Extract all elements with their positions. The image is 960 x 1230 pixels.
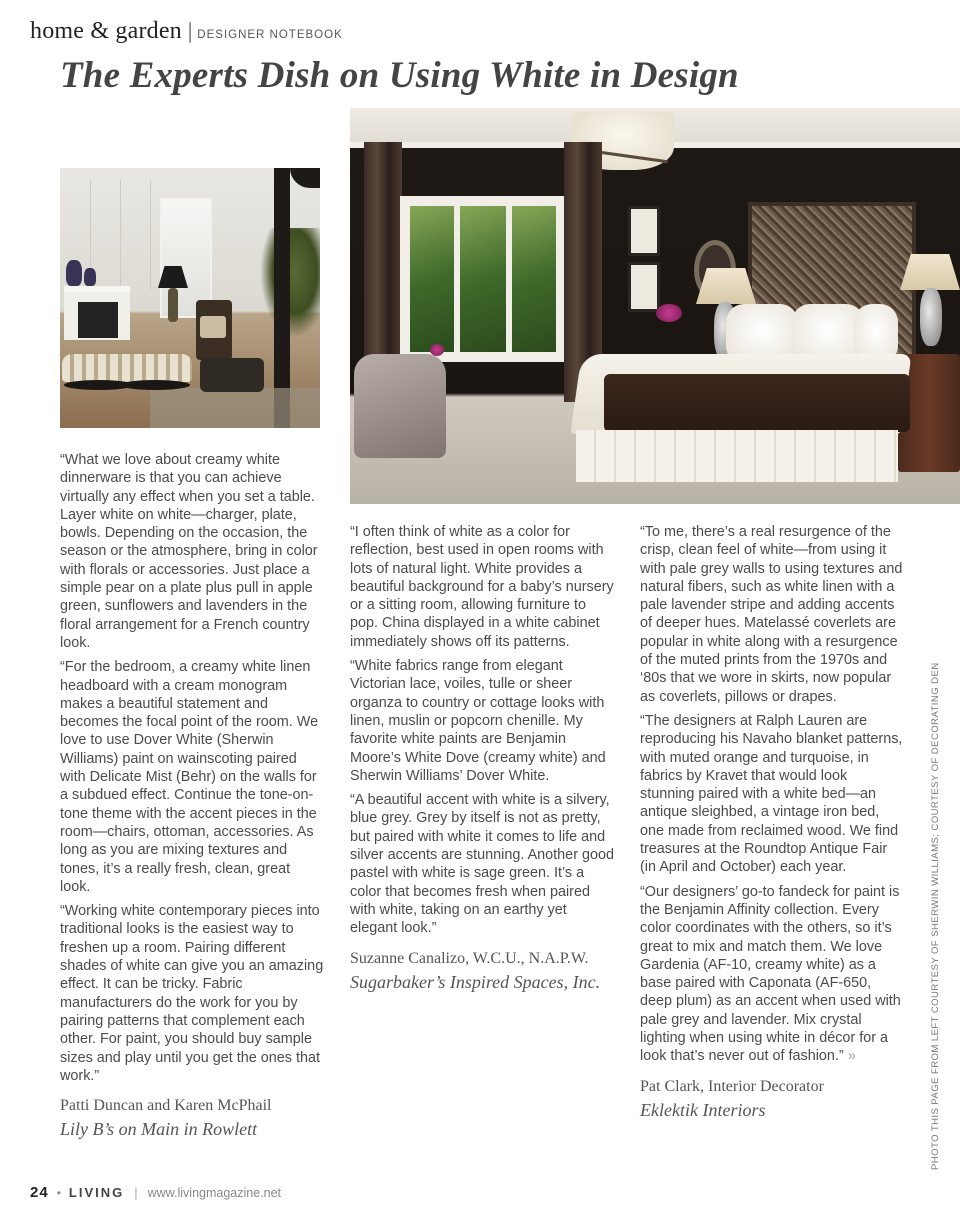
photo-credit: PHOTO THIS PAGE FROM LEFT COURTESY OF SHERWIN WILLIAMS; COURTESY OF DECORATING DEN [930, 662, 941, 1170]
quote-text: “Our designers’ go-to fandeck for paint is the Benjamin Affinity collection. Every color coordinates with the others, so it’s great to mix and match them. We love Gardenia (AF-10, creamy white) as a base paired with Caponata (AF-650, deep plum) as an accent when used with pale grey and lavender. Mix crystal lighting when using white in décor for a look that’s never out of fashion.” [640, 883, 901, 1065]
contributor-business: Eklektik Interiors [640, 1099, 766, 1120]
header-separator: | [187, 18, 193, 43]
page-number: 24 [30, 1184, 49, 1201]
quote-paragraph: “To me, there’s a real resurgence of the crisp, clean feel of white—from using it with pale grey walls to using textures and natural fibers, such as white linen with a pale lavender stripe and adding accents of deeper hues. Matelassé coverlets are popular in white along with a resurgence of the muted prints from the 1970s and ‘80s that we wore in skirts, now popular as coverlets, pillows or drapes. [640, 524, 903, 705]
bullet-icon: • [56, 1186, 61, 1200]
quote-paragraph: “Working white contemporary pieces into traditional looks is the easiest way to freshen up a room. Pairing different shades of white can give you an amazing effect. It can be tricky. Fabric manufacturers do the work for you by pairing patterns that complement each other. For paint, you should buy sample sizes and play until you get the ones that work.” [60, 903, 324, 1084]
contributor-name: Suzanne Canalizo, W.C.U., N.A.P.W. [350, 949, 589, 967]
article-column-2 [350, 523, 614, 994]
article-column-3 [640, 523, 904, 1122]
quote-paragraph: “What we love about creamy white dinnerware is that you can achieve virtually any effect when you set a table. Layer white on white—charger, plate, bowls. Depending on the occasion, the season or the atmosphere, bring in color with florals or accessories. Just place a simple pear on a plate plus pull in apple green, sunflowers and lavenders in the floral arrangement for a French country look. [60, 452, 318, 651]
contributor-name: Pat Clark, Interior Decorator [640, 1077, 824, 1095]
quote-paragraph [640, 883, 904, 1066]
contributor-name: Patti Duncan and Karen McPhail [60, 1097, 272, 1115]
section-header [30, 18, 343, 50]
section-name: home & garden [30, 18, 182, 44]
footer-separator: | [134, 1185, 138, 1200]
quote-paragraph: “I often think of white as a color for reflection, best used in open rooms with lots of natural light. White provides a beautiful background for a baby’s nursery or a sitting room, allowing furniture to pop. China displayed in a white cabinet immediately shows off its patterns. [350, 524, 614, 650]
website-link[interactable]: www.livingmagazine.net [147, 1186, 282, 1200]
page-footer [30, 1184, 281, 1201]
quote-paragraph: “For the bedroom, a creamy white linen headboard with a cream monogram makes a beautiful statement and becomes the focal point of the room. We love to use Dover White (Sherwin Williams) paint on wainscoting paired with Delicate Mist (Behr) on the walls for a subdued effect. Continue the tone-on-tone theme with the accent pieces in the room—chairs, ottoman, accessories. As long as you are mixing textures and tones, it’s a really fresh, clean, great look. [60, 659, 319, 895]
quote-paragraph: “White fabrics range from elegant Victorian lace, voiles, tulle or sheer organza to country or cottage looks with linen, muslin or popcorn chenille. My favorite white paints are Benjamin Moore’s White Dove (creamy white) and Sherwin Williams’ Dover White. [350, 658, 606, 784]
bedroom-photo [350, 108, 960, 504]
continue-arrow-icon: » [847, 1047, 857, 1065]
section-subtitle: DESIGNER NOTEBOOK [197, 29, 343, 41]
contributor-business: Lily B’s on Main in Rowlett [60, 1119, 258, 1140]
quote-paragraph: “A beautiful accent with white is a silvery, blue grey. Grey by itself is not as pretty, but paired with white it comes to life and silver accents are stunning. Another good pastel with white is sage green. It’s a color that becomes fresh when paired with white, taking on an earthy yet elegant look.” [350, 792, 614, 937]
living-room-photo [60, 168, 320, 428]
magazine-name: LIVING [68, 1185, 125, 1200]
article-headline: The Experts Dish on Using White in Design [60, 55, 739, 96]
quote-paragraph: “The designers at Ralph Lauren are reproducing his Navaho blanket patterns, with muted orange and turquoise, in fabrics by Kravet that would look stunning paired with a white bed—an antique sleighbed, a vintage iron bed, one made from reclaimed wood. We find treasures at the Roundtop Antique Fair (in April and October) each year. [640, 712, 903, 876]
contributor-business: Sugarbaker’s Inspired Spaces, Inc. [350, 971, 601, 992]
article-column-1 [60, 451, 324, 1141]
